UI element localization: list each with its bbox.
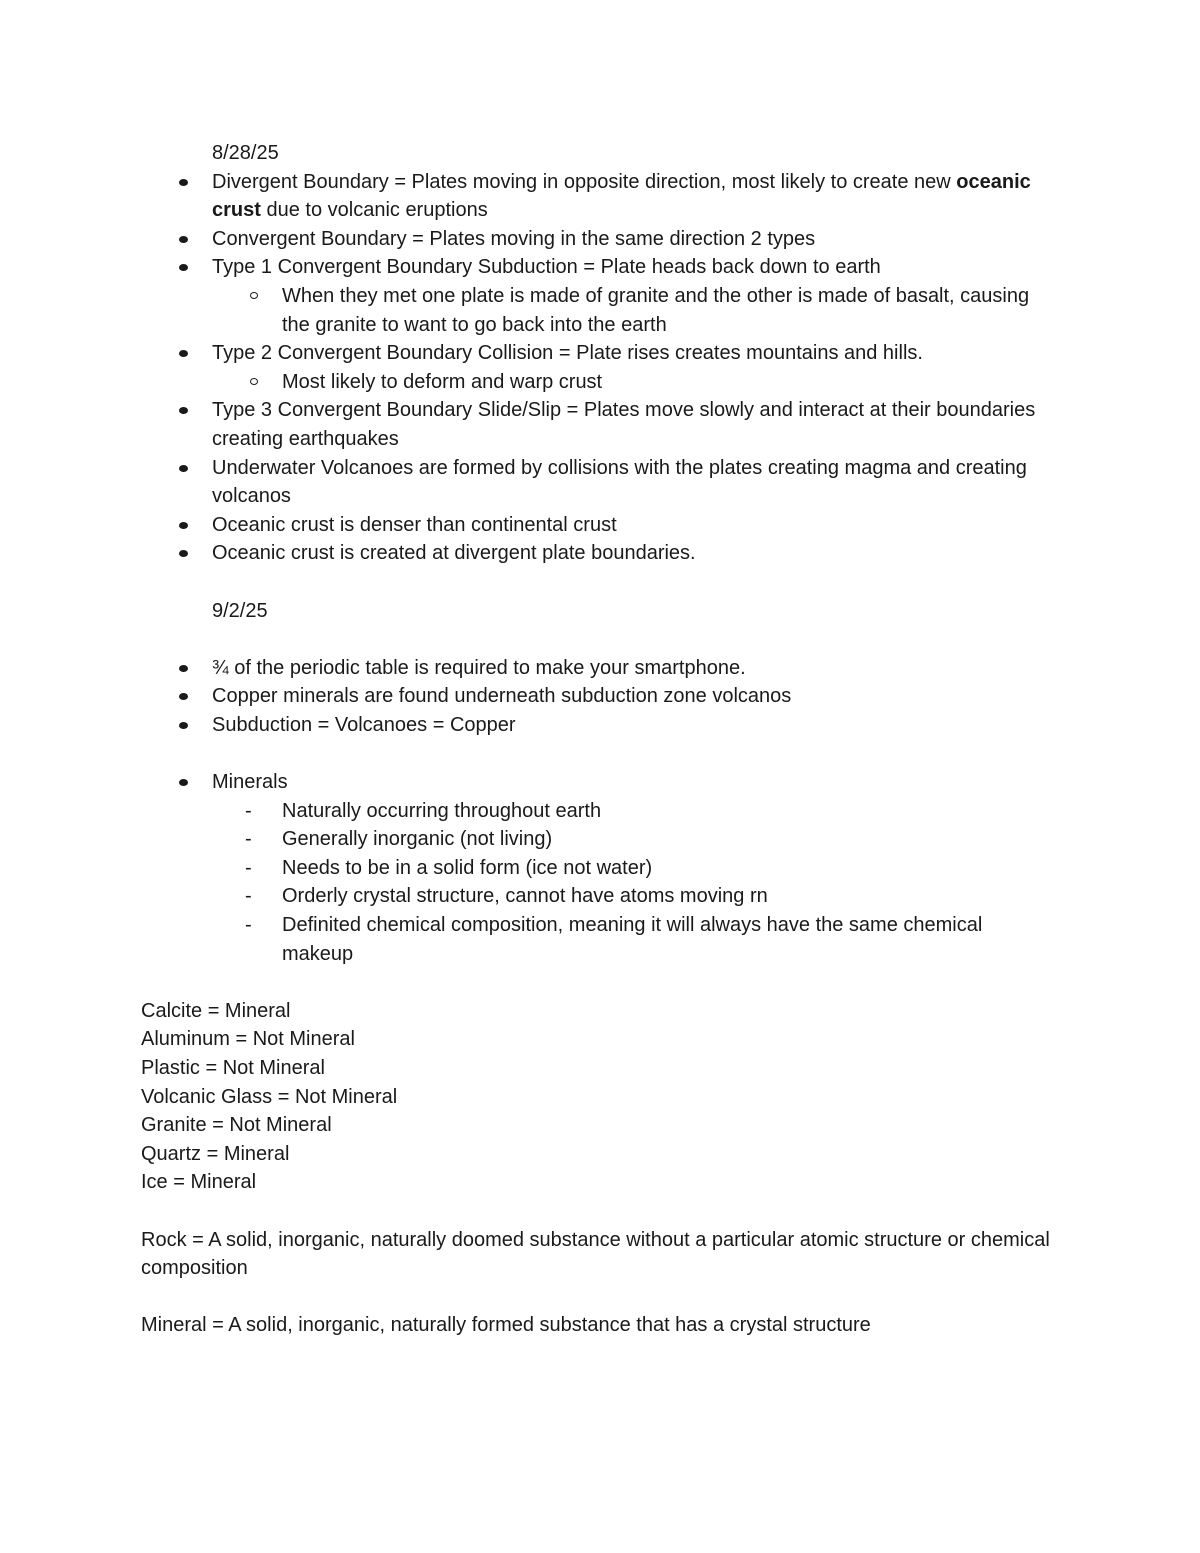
bullet-list [141,768,1051,968]
bullet-dot-icon [179,550,188,557]
classification-line: Volcanic Glass = Not Mineral [141,1085,398,1108]
bullet-dot-icon [179,264,188,271]
sub-list-item: - Definited chemical composition, meaning it will always have the same chemical makeup [141,911,1051,968]
bullet-dot-icon [179,236,188,243]
list-item: Type 2 Convergent Boundary Collision = Plate rises creates mountains and hills. [141,339,1051,368]
sub-list-item: - Naturally occurring throughout earth [141,797,1051,826]
classification-line: Plastic = Not Mineral [141,1057,325,1079]
rock-definition: Rock = A solid, inorganic, naturally doomed substance without a particular atomic structure or chemical composition [141,1228,1050,1280]
classification-line: Calcite = Mineral [141,999,291,1022]
list-item: Minerals [141,768,1051,797]
dash-bullet-icon: - [245,914,252,937]
mineral-definition: Mineral = A solid, inorganic, naturally formed substance that has a crystal structure [141,1314,871,1337]
notes-body [141,139,1051,1340]
bullet-dot-icon [179,350,188,357]
list-item: Underwater Volcanoes are formed by collisions with the plates creating magma and creating volcanos [141,454,1051,511]
dash-bullet-icon: - [245,828,252,851]
dash-bullet-icon: - [245,885,252,908]
bullet-dot-icon [179,522,188,529]
bullet-dot-icon [179,665,188,672]
list-item: Oceanic crust is denser than continental crust [141,511,1051,540]
bullet-circle-icon [250,378,258,385]
bullet-dot-icon [179,179,188,186]
classification-list [141,997,1051,1197]
dash-bullet-icon: - [245,799,252,822]
list-item: Copper minerals are found underneath subduction zone volcanos [141,682,1051,711]
bullet-circle-icon [250,292,258,299]
sub-list-item: - Generally inorganic (not living) [141,825,1051,854]
sub-list-item: - Orderly crystal structure, cannot have atoms moving rn [141,882,1051,911]
dash-bullet-icon: - [245,856,252,879]
list-item: Oceanic crust is created at divergent plate boundaries. [141,539,1051,568]
bullet-dot-icon [179,693,188,700]
sub-list-item: When they met one plate is made of granite and the other is made of basalt, causing the granite to want to go back into the earth [141,282,1051,339]
list-item: Divergent Boundary = Plates moving in opposite direction, most likely to create new oceanic crust due to volcanic eruptions [141,168,1051,225]
list-item: ¾ of the periodic table is required to make your smartphone. [141,654,1051,683]
classification-line: Aluminum = Not Mineral [141,1028,355,1051]
list-item: Type 3 Convergent Boundary Slide/Slip = Plates move slowly and interact at their boundaries creating earthquakes [141,396,1051,453]
bullet-list [141,654,1051,740]
bullet-dot-icon [179,722,188,729]
classification-line: Ice = Mineral [141,1171,257,1194]
list-item: Type 1 Convergent Boundary Subduction = Plate heads back down to earth [141,253,1051,282]
date-heading: 9/2/25 [212,599,268,622]
bullet-list [141,168,1051,568]
bullet-dot-icon [179,465,188,472]
list-item: Convergent Boundary = Plates moving in the same direction 2 types [141,225,1051,254]
bold-text: oceanic crust [212,170,1031,222]
bullet-dot-icon [179,779,188,786]
date-heading: 8/28/25 [212,142,279,164]
classification-line: Quartz = Mineral [141,1142,290,1165]
bullet-dot-icon [179,407,188,414]
classification-line: Granite = Not Mineral [141,1114,332,1137]
sub-list-item: Most likely to deform and warp crust [141,368,1051,397]
list-item: Subduction = Volcanoes = Copper [141,711,1051,740]
sub-list-item: - Needs to be in a solid form (ice not water) [141,854,1051,883]
